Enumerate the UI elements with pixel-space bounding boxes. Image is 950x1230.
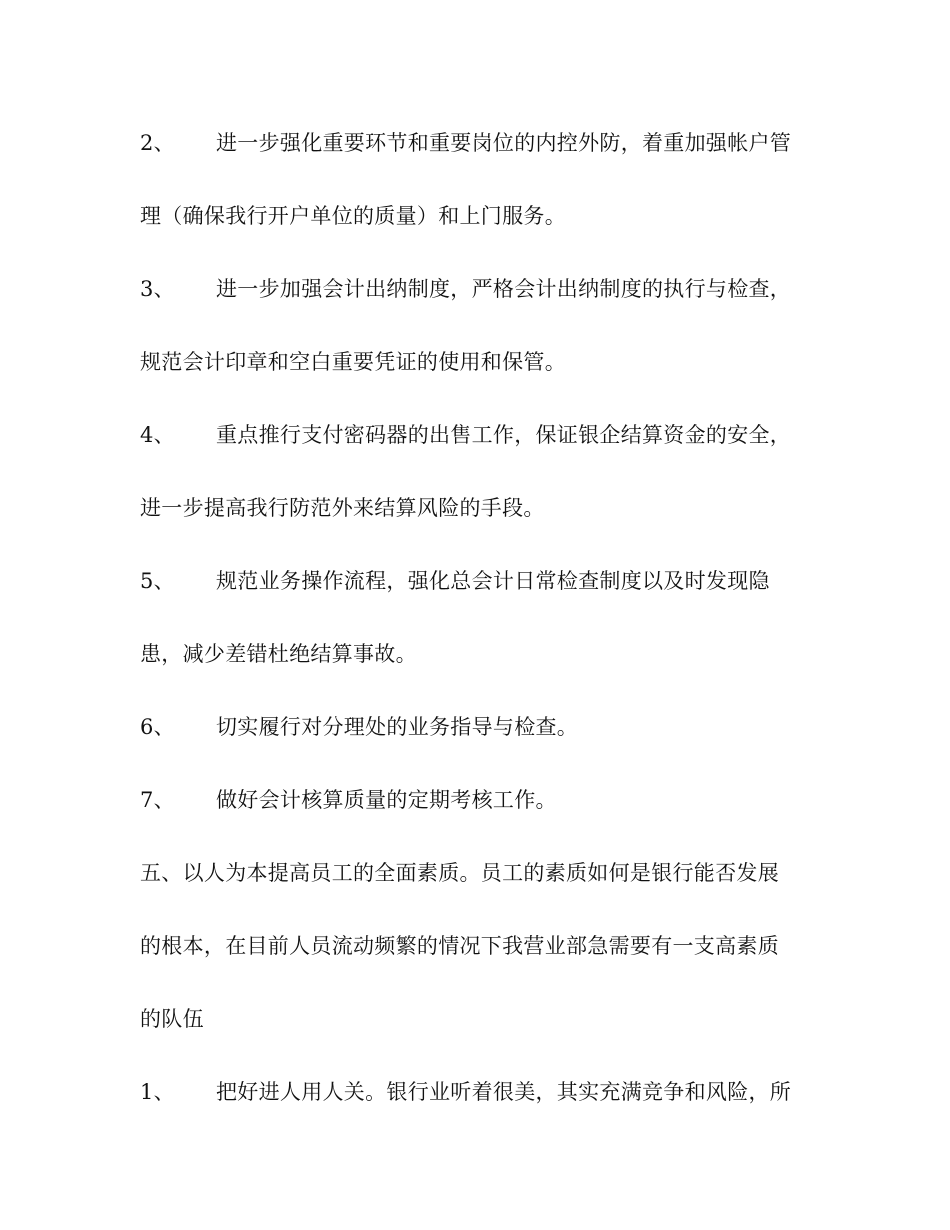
item-text: 规范业务操作流程，强化总会计日常检查制度以及时发现隐: [216, 569, 770, 593]
item-number: 7、: [140, 788, 175, 812]
paragraph-line: 规范会计印章和空白重要凭证的使用和保管。: [140, 350, 566, 374]
paragraph-line: 患，减少差错杜绝结算事故。: [140, 642, 417, 666]
item-number: 6、: [140, 715, 175, 739]
paragraph-line: 进一步提高我行防范外来结算风险的手段。: [140, 496, 545, 520]
item-number: 4、: [140, 423, 175, 447]
section-heading-paragraph: 五、以人为本提高员工的全面素质。员工的素质如何是银行能否发展: [140, 861, 779, 885]
paragraph-line: 理（确保我行开户单位的质量）和上门服务。: [140, 204, 566, 228]
list-item-6: [140, 712, 820, 742]
item-text: 重点推行支付密码器的出售工作，保证银企结算资金的安全，: [216, 423, 792, 447]
item-text: 进一步加强会计出纳制度，严格会计出纳制度的执行与检查，: [216, 277, 792, 301]
item-text: 进一步强化重要环节和重要岗位的内控外防，着重加强帐户管: [216, 131, 792, 155]
list-item-3: [140, 274, 820, 304]
list-item-1: [140, 1077, 820, 1107]
list-item-7: [140, 785, 820, 815]
item-text: 切实履行对分理处的业务指导与检查。: [216, 715, 579, 739]
list-item-4: [140, 420, 820, 450]
list-item-2: [140, 128, 820, 158]
item-number: 2、: [140, 131, 175, 155]
paragraph-line: 的队伍: [140, 1007, 204, 1031]
paragraph-line: 的根本，在目前人员流动频繁的情况下我营业部急需要有一支高素质: [140, 934, 779, 958]
item-text: 做好会计核算质量的定期考核工作。: [216, 788, 557, 812]
item-text: 把好进人用人关。银行业听着很美，其实充满竞争和风险，所: [216, 1080, 792, 1104]
list-item-5: [140, 566, 820, 596]
item-number: 3、: [140, 277, 175, 301]
item-number: 1、: [140, 1080, 175, 1104]
item-number: 5、: [140, 569, 175, 593]
